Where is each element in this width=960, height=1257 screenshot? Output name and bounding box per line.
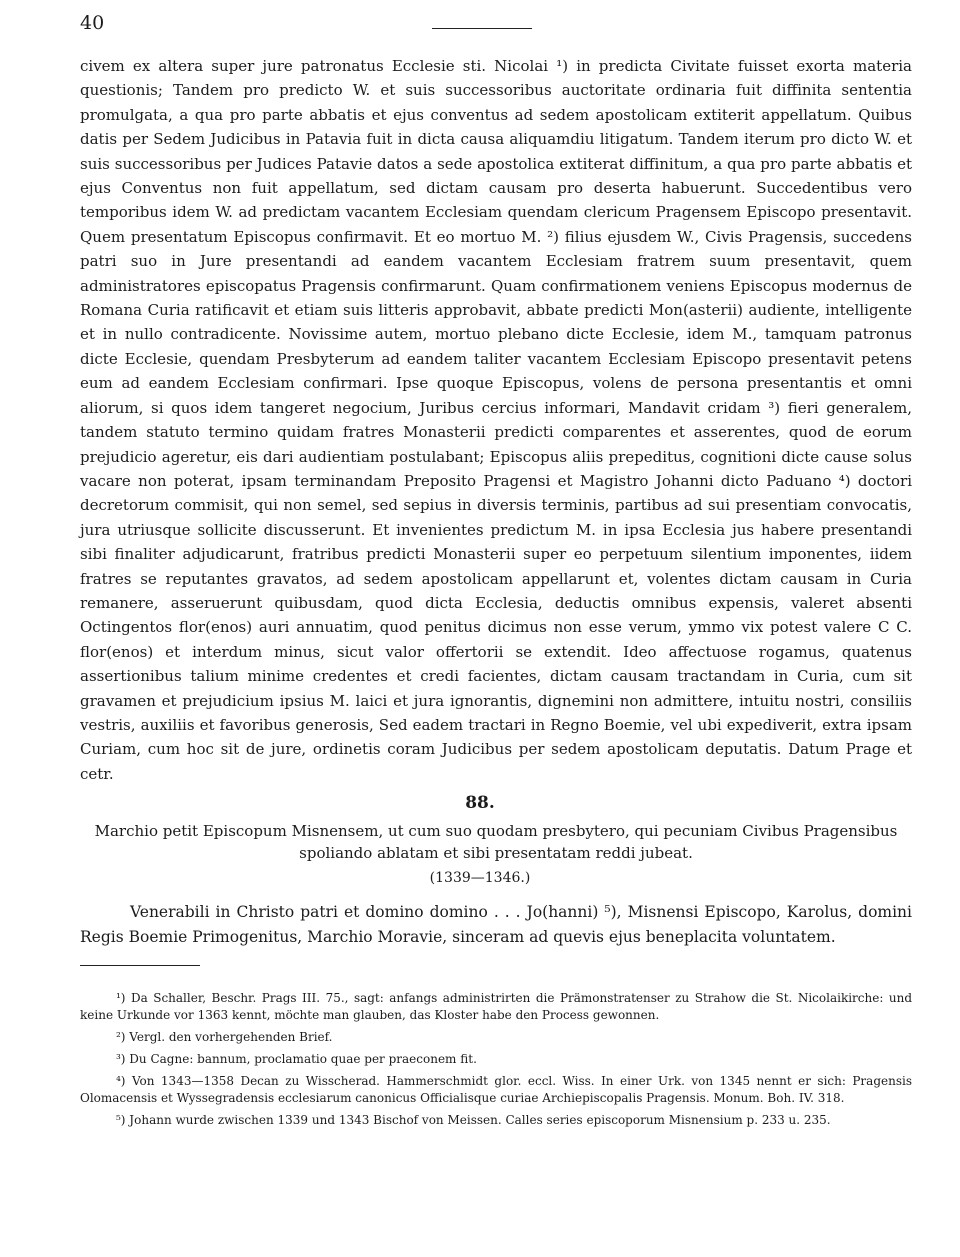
page-number: 40 (80, 12, 105, 34)
footnote-2: ²) Vergl. den vorhergehenden Brief. (116, 1030, 333, 1044)
footnotes (80, 990, 912, 1134)
document-date: (1339—1346.) (429, 870, 531, 886)
opening-paragraph: Venerabili in Christo patri et domino domino . . . Jo(hanni) ⁵), Misnensi Episcopo, Karolus, domini Regis Boemie Primogenitus, Marchio Moravie, sinceram ad quevis ejus beneplacita voluntatem. (80, 903, 912, 946)
document-opening (80, 900, 912, 950)
footnote-rule (80, 965, 200, 966)
footnote-4: ⁴) Von 1343—1358 Decan zu Wisscherad. Hammerschmidt glor. eccl. Wiss. In einer Urk. von 1345 nennt er sich: Pragensis Olomacensis et Wyssegradensis ecclesiarum canonicus Officialisque curiae Archiepiscopalis Pragensis. Monum. Boh. IV. 318. (80, 1074, 912, 1105)
footnote-1: ¹) Da Schaller, Beschr. Prags III. 75., sagt: anfangs administrirten die Prämonstratenser zu Strahow die St. Nicolaikirche: und keine Urkunde vor 1363 kennt, möchte man glauben, das Kloster habe den Process gewonnen. (80, 991, 912, 1022)
main-text (80, 54, 912, 786)
footnote-5: ⁵) Johann wurde zwischen 1339 und 1343 Bischof von Meissen. Calles series episcoporum Misnensium p. 233 u. 235. (116, 1113, 831, 1127)
header-rule (432, 28, 532, 29)
paragraph: civem ex altera super jure patronatus Ecclesie sti. Nicolai ¹) in predicta Civitate fuisset exorta materia questionis; Tandem pro predicto W. et suis successoribus auctoritate ordinaria fuit diffinita sententia promulgata, a qua pro parte abbatis et ejus conventus ad sedem apostolicam extiterit appellatum. Quibus datis per Sedem Judicibus in Patavia fuit in dicta causa aliquamdiu litigatum. Tandem iterum pro dicto W. et suis successoribus per Judices Patavie datos a sede apostolica extiterat diffinitum, a qua pro parte abbatis et ejus Conventus non fuit appellatum, sed dictam causam pro deserta habuerunt. Succedentibus vero temporibus idem W. ad predictam vacantem Ecclesiam quendam clericum Pragensem Episcopo presentavit. Quem presentatum Episcopus confirmavit. Et eo mortuo M. ²) filius ejusdem W., Civis Pragensis, succedens patri suo in Jure presentandi ad eandem vacantem Ecclesiam fratrem suum presentavit, quem administratores episcopatus Pragensis confirmarunt. Quam confirmationem veniens Episcopus modernus de Romana Curia ratificavit et etiam suis litteris approbavit, abbate predicti Mon(asterii) audiente, intelligente et in nullo contradicente. Novissime autem, mortuo plebano dicte Ecclesie, idem M., tamquam patronus dicte Ecclesie, quendam Presbyterum ad eandem taliter vacantem Ecclesiam Episcopo presentavit petens eum ad eandem Ecclesiam confirmari. Ipse quoque Episcopus, volens de persona presentantis et omni aliorum, si quos idem tangeret negocium, Juribus cercius informari, Mandavit cridam ³) fieri generalem, tandem statuto termino quidam fratres Monasterii predicti comparentes et asserentes, quod de eorum prejudicio ageretur, eis dari audientiam postulabant; Episcopus aliis prepeditus, cognitioni dicte cause solus vacare non poterat, ipsam terminandam Preposito Pragensi et Magistro Johanni dicto Paduano ⁴) doctori decretorum commisit, qui non semel, sed sepius in diversis terminis, partibus ad sui presentiam convocatis, jura utriusque sollicite discusserunt. Et invenientes predictum M. in ipsa Ecclesia jus habere presentandi sibi finaliter adjudicarunt, fratribus predicti Monasterii super eo perpetuum silentium imponentes, iidem fratres se reputantes gravatos, ad sedem apostolicam appellarunt et, volentes dictam causam in Curia remanere, asseruerunt quibusdam, quod dicta Ecclesia, deductis omnibus expensis, valeret absenti Octingentos flor(enos) auri annuatim, quod penitus dicimus non esse verum, ymmo vix potest valere C C. flor(enos) et interdum minus, sicut valor offertorii se extendit. Ideo affectuose rogamus, quatenus assertionibus talium minime credentes et credi facientes, dictam causam tractandam in Curia, cum sit gravamen et prejudicium ipsius M. laici et jura ignorantis, dignemini non admittere, intuitu nostri, consiliis vestris, auxiliis et favoribus generosis, Sed eadem tractari in Regno Boemie, vel ubi expediverit, extra ipsam Curiam, cum hoc sit de jure, ordinetis coram Judicibus per sedem apostolicam deputatis. Datum Prage et cetr. (80, 57, 912, 783)
document-summary: Marchio petit Episcopum Misnensem, ut cum suo quodam presbytero, qui pecuniam Civibus Pragensibus spoliando ablatam et sibi presentatam reddi jubeat. (94, 822, 898, 862)
footnote-3: ³) Du Cagne: bannum, proclamatio quae per praeconem fit. (116, 1052, 477, 1066)
document-number: 88. (465, 793, 495, 813)
